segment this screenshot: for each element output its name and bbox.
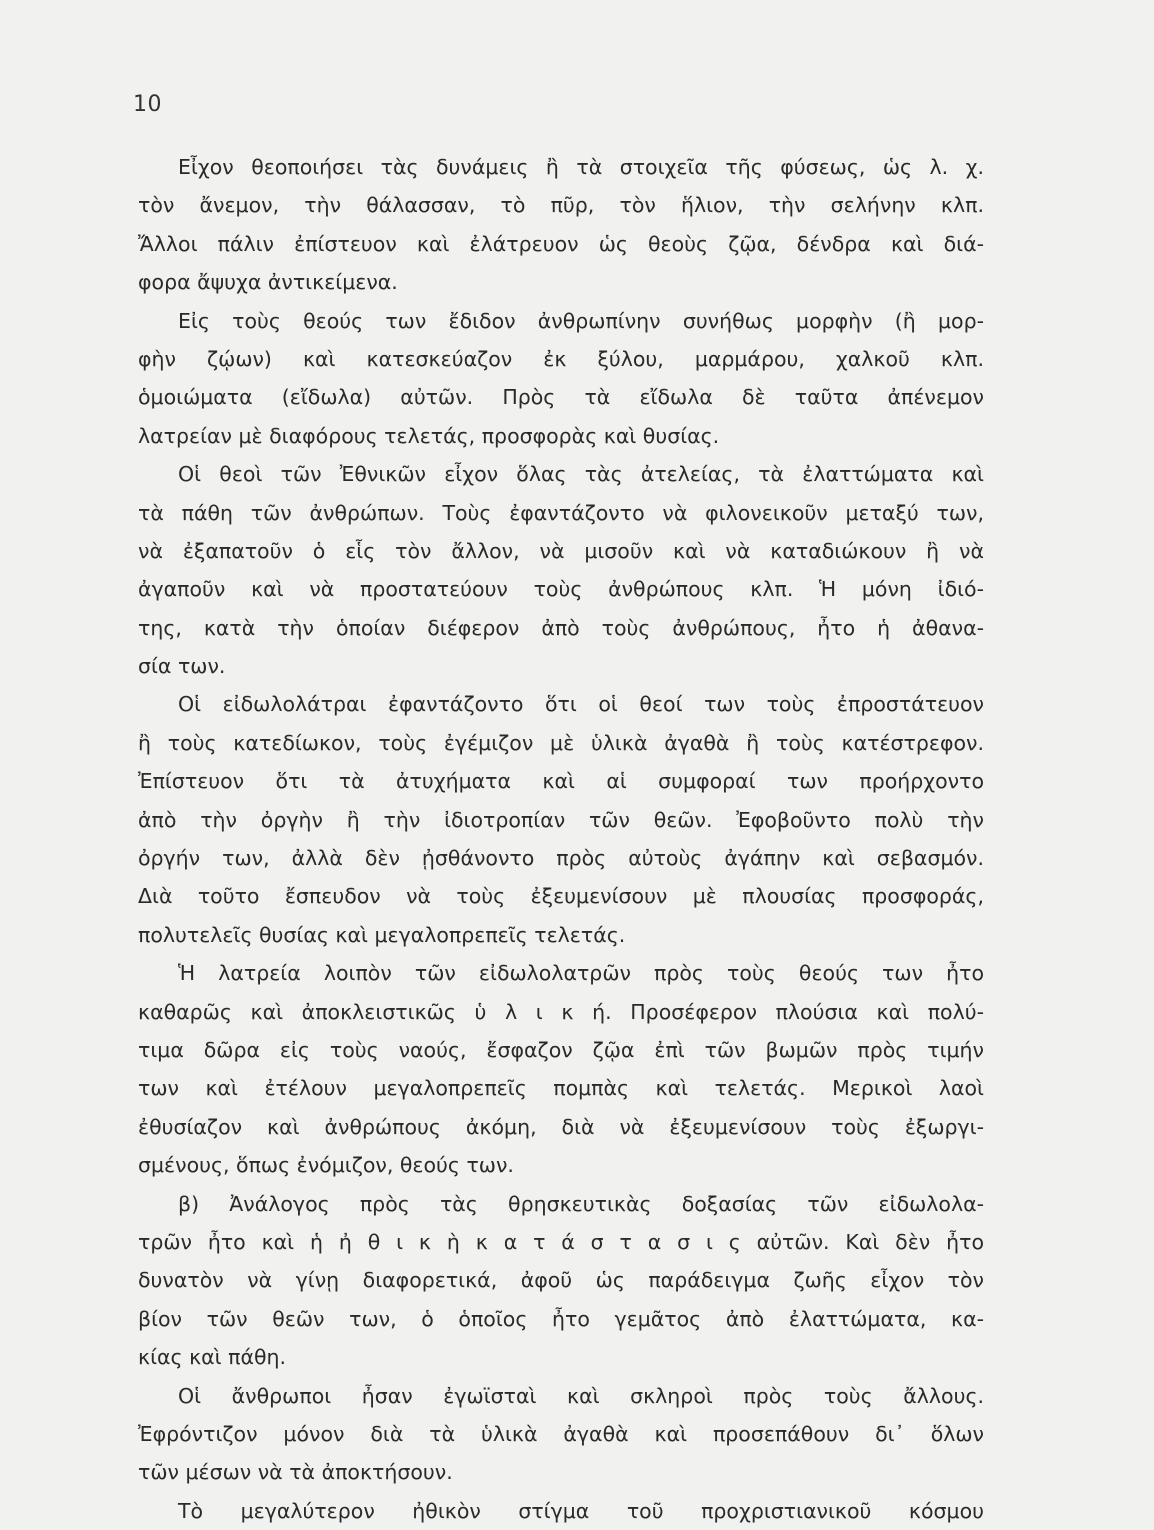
text-line: Οἱ ἄνθρωποι ἦσαν ἐγωϊσταὶ καὶ σκληροὶ πρὸς τοὺς ἄλλους. [178, 1383, 984, 1408]
text-line: Οἱ θεοὶ τῶν Ἐθνικῶν εἶχον ὅλας τὰς ἀτελείας, τὰ ἐλαττώματα καὶ [178, 462, 984, 487]
text-line: ἢ τοὺς κατεδίωκον, τοὺς ἐγέμιζον μὲ ὑλικὰ ἀγαθὰ ἢ τοὺς κατέστρεφον. [138, 730, 984, 755]
text-line: φὴν ζῴων) καὶ κατεσκεύαζον ἐκ ξύλου, μαρμάρου, χαλκοῦ κλπ. [138, 346, 984, 371]
text-line: τὰ πάθη τῶν ἀνθρώπων. Τοὺς ἐφαντάζοντο νὰ φιλονεικοῦν μεταξύ των, [138, 500, 984, 525]
text-line: σμένους, ὅπως ἐνόμιζον, θεούς των. [138, 1153, 514, 1178]
text-line: νὰ ἐξαπατοῦν ὁ εἷς τὸν ἄλλον, νὰ μισοῦν καὶ νὰ καταδιώκουν ἢ νὰ [138, 538, 984, 563]
text-line: καθαρῶς καὶ ἀποκλειστικῶς ὑ λ ι κ ή. Προσέφερον πλούσια καὶ πολύ- [138, 999, 984, 1024]
text-line: Διὰ τοῦτο ἔσπευδον νὰ τοὺς ἐξευμενίσουν μὲ πλουσίας προσφοράς, [138, 884, 984, 909]
text-line: πολυτελεῖς θυσίας καὶ μεγαλοπρεπεῖς τελετάς. [138, 922, 626, 947]
text-line: ἀπὸ τὴν ὀργὴν ἢ τὴν ἰδιοτροπίαν τῶν θεῶν. Ἐφοβοῦντο πολὺ τὴν [138, 807, 984, 832]
text-line: φορα ἄψυχα ἀντικείμενα. [138, 270, 398, 295]
text-line: τῶν μέσων νὰ τὰ ἀποκτήσουν. [138, 1460, 453, 1485]
text-line: Ἐπίστευον ὅτι τὰ ἀτυχήματα καὶ αἱ συμφοραί των προήρχοντο [138, 769, 984, 794]
text-line: β) Ἀνάλογος πρὸς τὰς θρησκευτικὰς δοξασίας τῶν εἰδωλολα- [178, 1191, 984, 1216]
text-line: τιμα δῶρα εἰς τοὺς ναούς, ἔσφαζον ζῷα ἐπὶ τῶν βωμῶν πρὸς τιμήν [138, 1037, 984, 1062]
text-line: Οἱ εἰδωλολάτραι ἐφαντάζοντο ὅτι οἱ θεοί των τοὺς ἐπροστάτευον [178, 692, 984, 717]
text-line: ὁμοιώματα (εἴδωλα) αὐτῶν. Πρὸς τὰ εἴδωλα δὲ ταῦτα ἀπένεμον [138, 385, 984, 410]
text-line: Εἰς τοὺς θεούς των ἔδιδον ἀνθρωπίνην συνήθως μορφὴν (ἢ μορ- [178, 308, 984, 333]
text-line: κίας καὶ πάθη. [138, 1345, 287, 1370]
text-line: δυνατὸν νὰ γίνῃ διαφορετικά, ἀφοῦ ὡς παράδειγμα ζωῆς εἶχον τὸν [138, 1268, 984, 1293]
text-line: ἐθυσίαζον καὶ ἀνθρώπους ἀκόμη, διὰ νὰ ἐξευμενίσουν τοὺς ἐξωργι- [138, 1114, 984, 1139]
text-line: Ἡ λατρεία λοιπὸν τῶν εἰδωλολατρῶν πρὸς τοὺς θεούς των ἦτο [178, 961, 984, 986]
text-line: της, κατὰ τὴν ὁποίαν διέφερον ἀπὸ τοὺς ἀνθρώπους, ἦτο ἡ ἀθανα- [138, 615, 984, 640]
text-line: λατρείαν μὲ διαφόρους τελετάς, προσφορὰς καὶ θυσίας. [138, 423, 720, 448]
page-number: 10 [133, 92, 162, 117]
text-line: σία των. [138, 654, 226, 679]
text-line: ὀργήν των, ἀλλὰ δὲν ᾐσθάνοντο πρὸς αὐτοὺς ἀγάπην καὶ σεβασμόν. [138, 846, 984, 871]
text-line: τὸν ἄνεμον, τὴν θάλασσαν, τὸ πῦρ, τὸν ἥλιον, τὴν σελήνην κλπ. [138, 193, 984, 218]
text-line: τρῶν ἦτο καὶ ἡ ἠ θ ι κ ὴ κ α τ ά σ τ α σ ι ς αὐτῶν. Καὶ δὲν ἦτο [138, 1229, 984, 1254]
text-line: Ἄλλοι πάλιν ἐπίστευον καὶ ἐλάτρευον ὡς θεοὺς ζῷα, δένδρα καὶ διά- [138, 231, 984, 256]
text-line: Τὸ μεγαλύτερον ἠθικὸν στίγμα τοῦ προχριστιανικοῦ κόσμου [178, 1498, 984, 1523]
text-line: των καὶ ἐτέλουν μεγαλοπρεπεῖς πομπὰς καὶ τελετάς. Μερικοὶ λαοὶ [138, 1076, 984, 1101]
text-line: ἀγαποῦν καὶ νὰ προστατεύουν τοὺς ἀνθρώπους κλπ. Ἡ μόνη ἰδιό- [138, 577, 984, 602]
body-text [138, 148, 984, 1530]
text-line: Ἐφρόντιζον μόνον διὰ τὰ ὑλικὰ ἀγαθὰ καὶ προσεπάθουν δι᾿ ὅλων [138, 1421, 984, 1446]
text-line: Εἶχον θεοποιήσει τὰς δυνάμεις ἢ τὰ στοιχεῖα τῆς φύσεως, ὡς λ. χ. [178, 155, 984, 179]
text-line: βίον τῶν θεῶν των, ὁ ὁποῖος ἦτο γεμᾶτος ἀπὸ ἐλαττώματα, κα- [138, 1306, 984, 1331]
